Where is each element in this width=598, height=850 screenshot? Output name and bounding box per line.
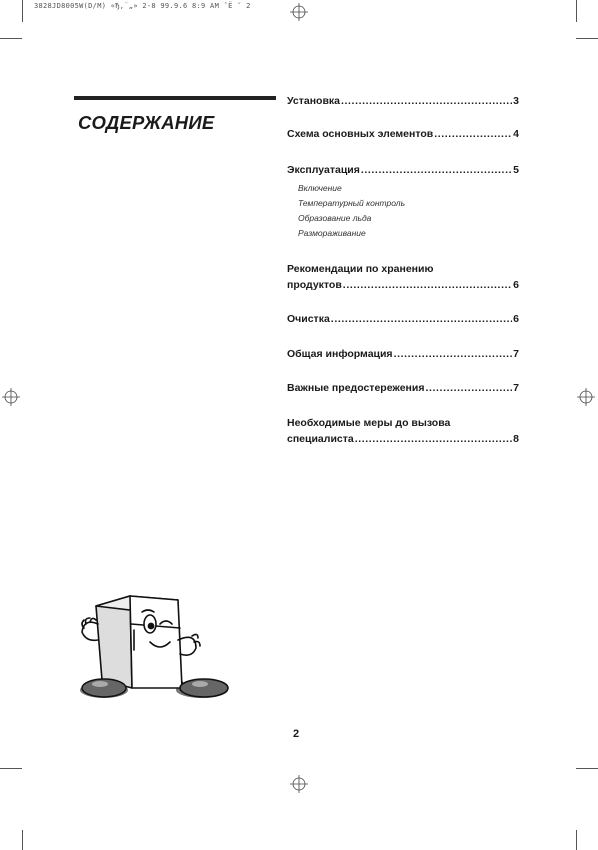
toc-entry-install[interactable] <box>287 95 519 109</box>
toc-leader <box>434 128 512 140</box>
toc-leader <box>343 279 512 291</box>
registration-mark-icon <box>2 388 20 406</box>
toc-entry-scheme[interactable] <box>287 128 519 142</box>
toc-page: 7 <box>513 348 519 360</box>
toc-page: 6 <box>513 279 519 291</box>
toc-label: Установка <box>287 95 340 107</box>
toc-entry-service[interactable] <box>287 433 519 447</box>
registration-mark-icon <box>577 388 595 406</box>
toc-label: Эксплуатация <box>287 164 360 176</box>
toc-page: 8 <box>513 433 519 445</box>
toc-subentry[interactable]: Температурный контроль <box>298 198 406 208</box>
toc-page: 7 <box>513 382 519 394</box>
toc-entry-service-line1[interactable]: Необходимые меры до вызова <box>287 417 451 429</box>
toc-leader <box>361 164 512 176</box>
toc-subentry[interactable]: Включение <box>298 183 342 193</box>
toc-page: 4 <box>513 128 519 140</box>
refrigerator-mascot-icon <box>74 584 234 709</box>
page-title: СОДЕРЖАНИЕ <box>78 112 215 133</box>
toc-page: 3 <box>513 95 519 107</box>
toc-entry-storage-line1[interactable]: Рекомендации по хранению <box>287 263 434 275</box>
toc-leader <box>355 433 512 445</box>
toc-entry-cleaning[interactable] <box>287 313 519 327</box>
toc-entry-operation[interactable] <box>287 164 519 178</box>
crop-mark <box>0 768 22 769</box>
toc-entry-warnings[interactable] <box>287 382 519 396</box>
title-rule <box>74 96 276 100</box>
toc-entry-general[interactable] <box>287 348 519 362</box>
toc-leader <box>341 95 512 107</box>
toc-subentry[interactable]: Размораживание <box>298 228 366 238</box>
registration-mark-icon <box>290 3 308 21</box>
crop-mark <box>0 38 22 39</box>
toc-page: 5 <box>513 164 519 176</box>
toc-subentry[interactable]: Образование льда <box>298 213 372 223</box>
toc-label: продуктов <box>287 279 342 291</box>
crop-mark <box>22 0 23 22</box>
toc-label: Общая информация <box>287 348 393 360</box>
toc-label: специалиста <box>287 433 354 445</box>
print-header: 3828JD8005W(D/M) «Ђ‚¨„» 2-8 99.9.6 8:9 AM ˆЁ ˘ 2 <box>34 2 251 10</box>
toc-label: Схема основных элементов <box>287 128 434 140</box>
toc-leader <box>425 382 512 394</box>
crop-mark <box>576 38 598 39</box>
crop-mark <box>576 830 577 850</box>
toc-leader <box>394 348 513 360</box>
crop-mark <box>576 0 577 22</box>
toc-label: Очистка <box>287 313 330 325</box>
toc-label: Важные предостережения <box>287 382 425 394</box>
toc-entry-storage[interactable] <box>287 279 519 293</box>
crop-mark <box>22 830 23 850</box>
registration-mark-icon <box>290 775 308 793</box>
crop-mark <box>576 768 598 769</box>
toc-leader <box>331 313 512 325</box>
toc-page: 6 <box>513 313 519 325</box>
page-number: 2 <box>293 728 300 740</box>
